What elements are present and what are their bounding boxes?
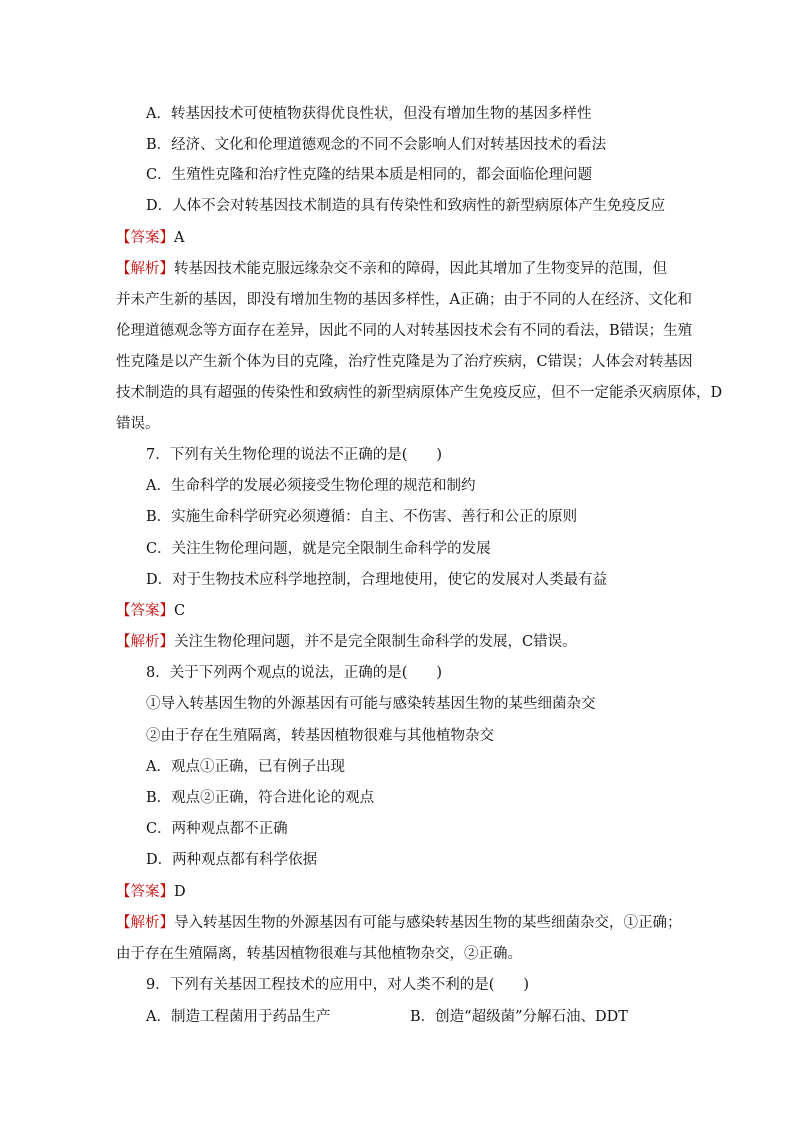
q7-stem: 7．下列有关生物伦理的说法不正确的是( ) <box>146 447 443 463</box>
q8-stem: 8．关于下列两个观点的说法，正确的是( ) <box>146 665 443 681</box>
answer-value: C <box>174 603 186 619</box>
q6-option-d: D．人体不会对转基因技术制造的具有传染性和致病性的新型病原体产生免疫反应 <box>146 198 666 214</box>
q8-statement-1: ①导入转基因生物的外源基因有可能与感染转基因生物的某些细菌杂交 <box>146 696 596 712</box>
q7-option-b: B．实施生命科学研究必须遵循：自主、不伤害、善行和公正的原则 <box>146 509 578 525</box>
q8-analysis-line-2: 由于存在生殖隔离，转基因植物很难与其他植物杂交，②正确。 <box>116 946 522 962</box>
q8-answer <box>116 882 186 902</box>
answer-value: D <box>174 884 186 900</box>
q7-option-d: D．对于生物技术应科学地控制，合理地使用，使它的发展对人类最有益 <box>146 572 608 588</box>
q7-analysis-line-1 <box>116 632 577 652</box>
analysis-text: 导入转基因生物的外源基因有可能与感染转基因生物的某些细菌杂交，①正确； <box>174 915 682 931</box>
q6-analysis-line-3: 伦理道德观念等方面存在差异，因此不同的人对转基因技术会有不同的看法，B错误；生殖 <box>116 323 693 339</box>
q8-option-d: D．两种观点都有科学依据 <box>146 852 318 868</box>
analysis-text: 转基因技术能克服远缘杂交不亲和的障碍，因此其增加了生物变异的范围，但 <box>174 261 667 277</box>
q9-option-a: A．制造工程菌用于药品生产 <box>146 1009 331 1025</box>
q6-analysis-line-2: 并未产生新的基因，即没有增加生物的基因多样性，A正确；由于不同的人在经济、文化和 <box>116 292 692 308</box>
answer-label: 【答案】 <box>116 884 174 900</box>
q8-option-b: B．观点②正确，符合进化论的观点 <box>146 790 375 806</box>
q8-option-a: A．观点①正确，已有例子出现 <box>146 759 345 775</box>
q6-analysis-line-6: 错误。 <box>116 416 160 432</box>
analysis-label: 【解析】 <box>116 261 174 277</box>
q6-answer <box>116 228 184 248</box>
q7-option-c: C．关注生物伦理问题，就是完全限制生命科学的发展 <box>146 541 491 557</box>
analysis-text: 关注生物伦理问题，并不是完全限制生命科学的发展，C错误。 <box>174 634 577 650</box>
q9-stem: 9．下列有关基因工程技术的应用中，对人类不利的是( ) <box>146 977 530 993</box>
q7-answer <box>116 601 185 621</box>
q7-option-a: A．生命科学的发展必须接受生物伦理的规范和制约 <box>146 478 476 494</box>
q8-analysis-line-1 <box>116 913 682 933</box>
q9-option-b: B．创造“超级菌”分解石油、DDT <box>410 1009 628 1025</box>
analysis-label: 【解析】 <box>116 634 174 650</box>
analysis-label: 【解析】 <box>116 915 174 931</box>
q6-option-b: B．经济、文化和伦理道德观念的不同不会影响人们对转基因技术的看法 <box>146 137 607 153</box>
answer-value: A <box>174 230 185 246</box>
q6-option-a: A．转基因技术可使植物获得优良性状，但没有增加生物的基因多样性 <box>146 106 592 122</box>
q6-analysis-line-4: 性克隆是以产生新个体为目的克隆，治疗性克隆是为了治疗疾病，C错误；人体会对转基因 <box>116 354 693 370</box>
q8-statement-2: ②由于存在生殖隔离，转基因植物很难与其他植物杂交 <box>146 728 494 744</box>
q8-option-c: C．两种观点都不正确 <box>146 821 288 837</box>
q6-option-c: C．生殖性克隆和治疗性克隆的结果本质是相同的，都会面临伦理问题 <box>146 167 593 183</box>
q6-analysis-line-1 <box>116 259 667 279</box>
answer-label: 【答案】 <box>116 230 174 246</box>
answer-label: 【答案】 <box>116 603 174 619</box>
q6-analysis-line-5: 技术制造的具有超强的传染性和致病性的新型病原体产生免疫反应，但不一定能杀灭病原体，D <box>116 385 723 401</box>
